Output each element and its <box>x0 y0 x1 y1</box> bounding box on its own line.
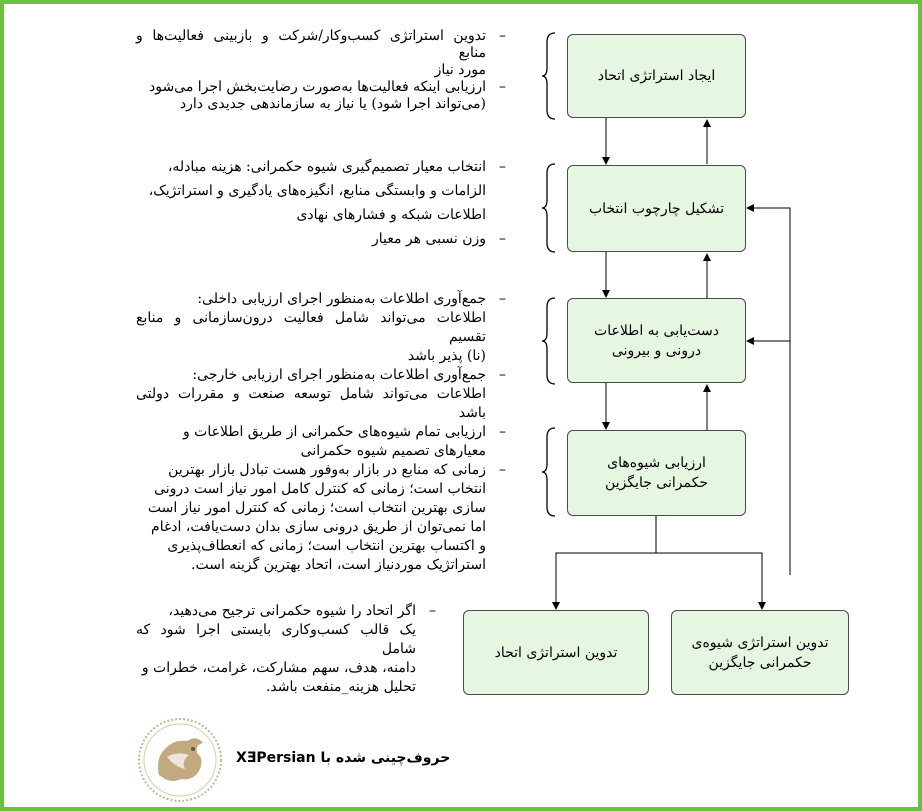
box-info-access <box>567 298 746 383</box>
box-label: ارزیابی شیوه‌های حکمرانی جایگزین <box>605 455 708 491</box>
box-selection-framework <box>567 165 746 252</box>
notes-group-4 <box>136 423 506 575</box>
note-item: – انتخاب معیار تصمیم‌گیری شیوه حکمرانی: هزینه مبادله، الزامات و وابستگی منابع، انگیزه‌های یادگیری و استراتژیک، اطلاعات شبکه و فشارهای نهادی <box>148 159 506 223</box>
note-item: – تدوین استراتژی کسب‌وکار/شرکت و بازبینی فعالیت‌ها و منابع مورد نیاز <box>136 28 506 78</box>
brace-1 <box>541 32 557 120</box>
brace-2 <box>541 163 557 253</box>
box-label: ایجاد استراتژی اتحاد <box>597 68 716 84</box>
box-alliance-strategy <box>463 610 649 695</box>
notes-group-2 <box>136 155 506 251</box>
split-connector-right <box>656 553 762 609</box>
note-item: – جمع‌آوری اطلاعات به‌منظور اجرای ارزیابی خارجی: اطلاعات می‌تواند شامل توسعه صنعت و مقررات دولتی باشد <box>136 367 506 421</box>
box-label: دست‌یابی به اطلاعات درونی و بیرونی <box>594 322 719 359</box>
note-item: – جمع‌آوری اطلاعات به‌منظور اجرای ارزیابی داخلی: اطلاعات می‌تواند شامل فعالیت درون‌سازمانی و منابع تقسیم (نا) پذیر باشد <box>136 291 506 364</box>
footer-typeset-credit: حروف‌چینی شده با XƎPersian <box>236 750 451 766</box>
note-item: – زمانی که منابع در بازار به‌وفور هست تبادل بازار بهترین انتخاب است؛ زمانی که کنترل کامل امور نیاز است درونی سازی بهترین انتخاب است؛ زمانی که کنترل امور نیاز است اما نمی‌توان از طریق درونی سازی بدان دست‌یافت، ادغام و اکتساب بهترین انتخاب است؛ زمانی که انعطاف‌پذیری استراتژیک موردنیاز است، اتحاد بهترین گزینه است. <box>147 462 506 573</box>
xepersian-logo-icon <box>137 717 223 803</box>
brace-4 <box>541 427 557 517</box>
note-item: – وزن نسبی هر معیار <box>371 231 506 247</box>
note-item: – ارزیابی اینکه فعالیت‌ها به‌صورت رضایت‌بخش اجرا می‌شود (می‌تواند اجرا شود) یا نیاز به سازماندهی جدیدی دارد <box>148 79 506 112</box>
box-evaluate-modes <box>567 430 746 516</box>
box-alt-governance-strategy <box>671 610 849 695</box>
box-label: تدوین استراتژی شیوه‌ی حکمرانی جایگزین <box>691 634 829 671</box>
notes-group-1 <box>136 28 506 113</box>
note-item: – ارزیابی تمام شیوه‌های حکمرانی از طریق اطلاعات و معیارهای تصمیم شیوه حکمرانی <box>182 424 506 459</box>
notes-group-3 <box>136 290 506 423</box>
split-connector <box>556 516 656 609</box>
feedback-to-box2 <box>747 208 790 575</box>
brace-3 <box>541 297 557 385</box>
box-create-merger-strategy <box>567 34 746 118</box>
box-label: تشکیل چارچوب انتخاب <box>588 200 725 217</box>
notes-group-5 <box>136 602 436 697</box>
box-label: تدوین استراتژی اتحاد <box>494 644 618 661</box>
note-item: – اگر اتحاد را شیوه حکمرانی ترجیح می‌دهید، یک قالب کسب‌وکاری بایستی اجرا شود که شامل دامنه، هدف، سهم مشارکت، غرامت، خطرات و تحلیل هزینه_منفعت باشد. <box>136 603 436 695</box>
